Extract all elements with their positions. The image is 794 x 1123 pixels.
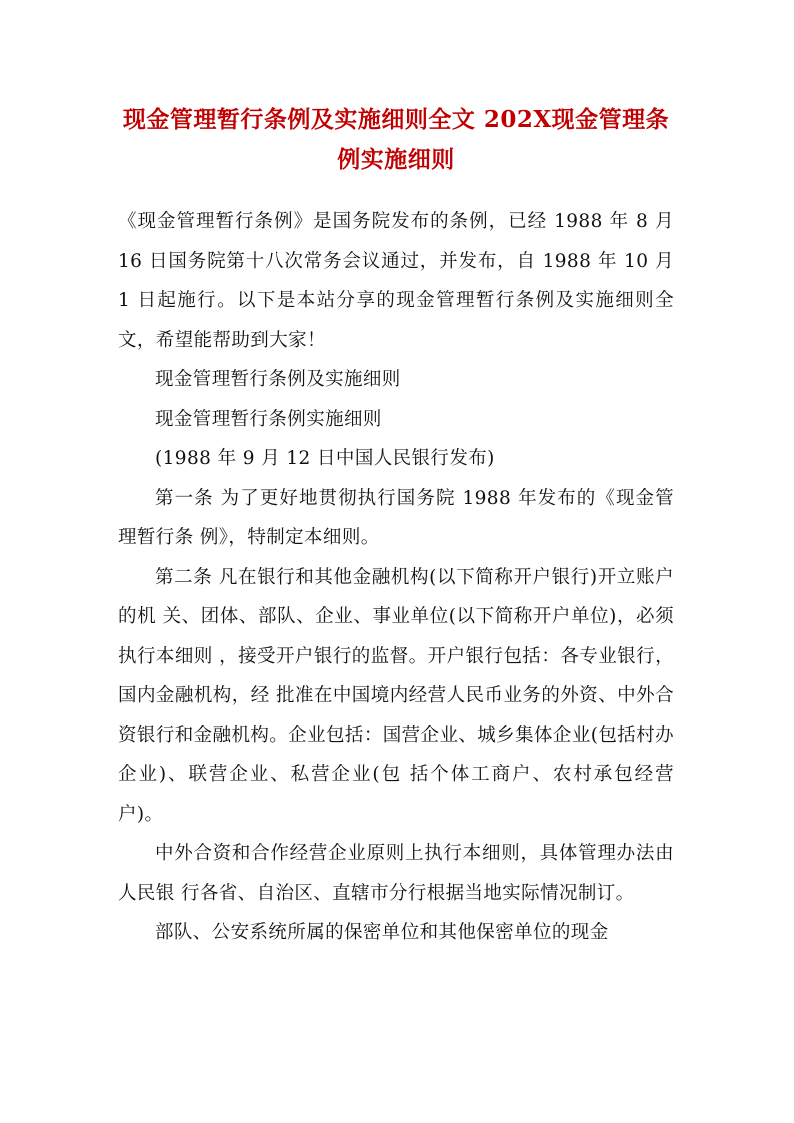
paragraph-issue-date: (1988 年 9 月 12 日中国人民银行发布) [155, 448, 495, 469]
document-title: 现金管理暂行条例及实施细则全文 202X现金管理条例实施细则 [122, 106, 670, 173]
paragraph-article-1: 第一条 为了更好地贯彻执行国务院 1988 年发布的《现金管理暂行条 例》，特制定本细则。 [118, 487, 674, 548]
paragraph-joint-venture: 中外合资和合作经营企业原则上执行本细则，具体管理办法由人民银 行各省、自治区、直辖市分行根据当地实际情况制订。 [118, 843, 674, 904]
paragraph-intro: 《现金管理暂行条例》是国务院发布的条例，已经 1988 年 8 月 16 日国务院第十八次常务会议通过，并发布，自 1988 年 10 月 1 日起施行。以下是本站分享的现金管理暂行条例及实施细则全文，希望能帮助到大家！ [118, 211, 674, 351]
document-page [118, 100, 674, 953]
document-body [118, 202, 674, 953]
paragraph-heading-2: 现金管理暂行条例实施细则 [155, 408, 382, 430]
paragraph-heading-1: 现金管理暂行条例及实施细则 [155, 369, 401, 390]
paragraph-article-2: 第二条 凡在银行和其他金融机构(以下简称开户银行)开立账户的机 关、团体、部队、企业、事业单位(以下简称开户单位)，必须执行本细则 ，接受开户银行的监督。开户银行包括：各专业银行，国内金融机构，经 批准在中国境内经营人民币业务的外资、中外合资银行和金融机构。企业包括：国营企业、城乡集体企业(包括村办企业)、联营企业、私营企业(包 括个体工商户、农村承包经营户)。 [118, 566, 674, 825]
paragraph-confidential-units: 部队、公安系统所属的保密单位和其他保密单位的现金 [155, 922, 609, 943]
